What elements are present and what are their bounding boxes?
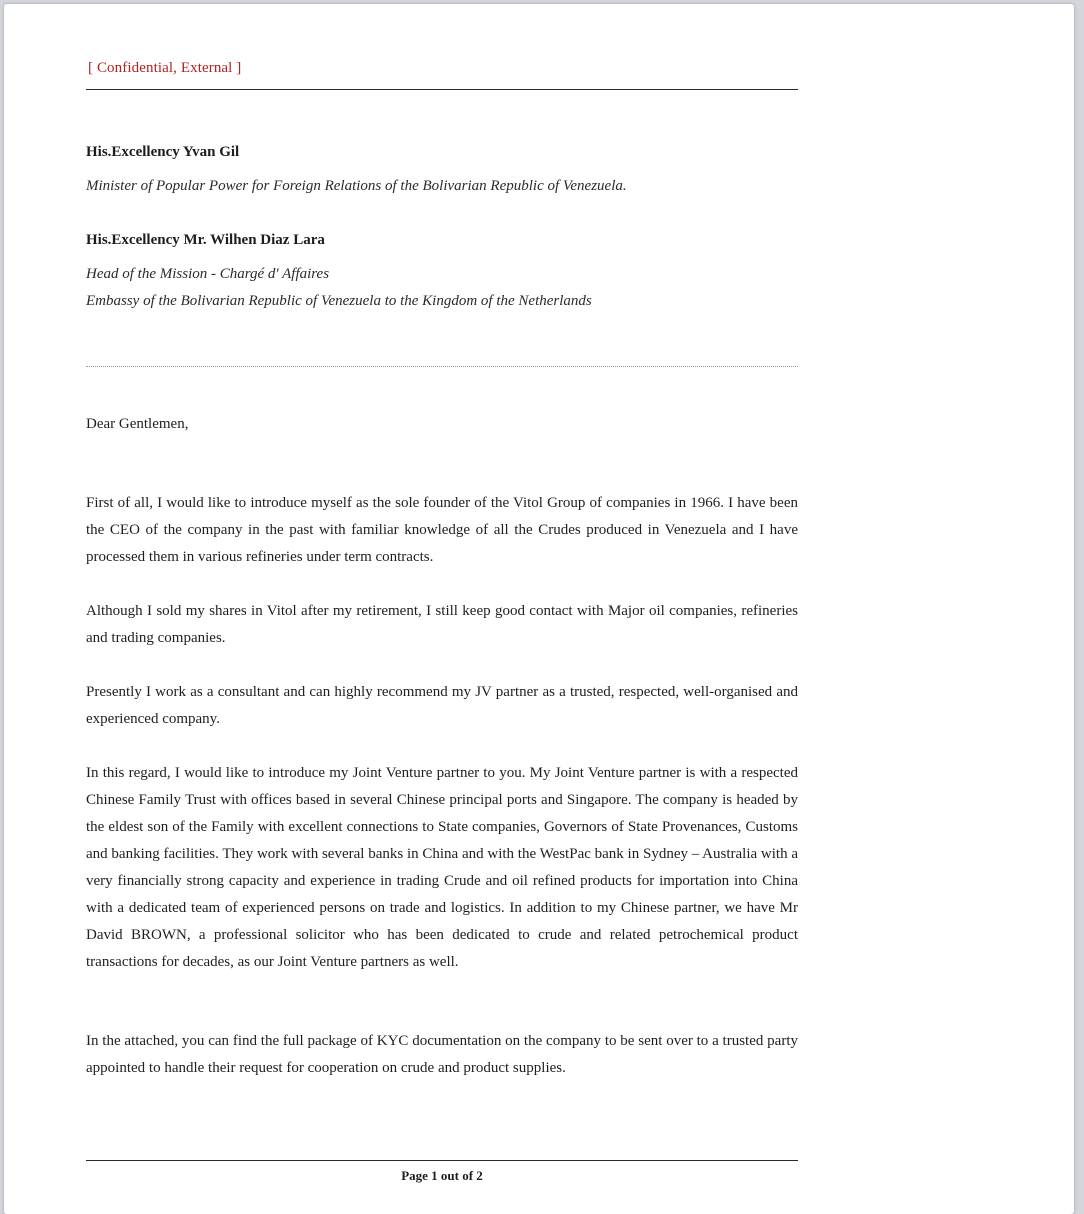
document-page [4, 4, 1074, 1214]
recipient-2-name: His.Excellency Mr. Wilhen Diaz Lara [86, 232, 325, 248]
paragraph-joint-venture: In this regard, I would like to introduce my Joint Venture partner to you. My Joint Venture partner is with a respected Chinese Family Trust with offices based in several Chinese principal ports and Singapore. The company is headed by the eldest son of the Family with excellent connections to State companies, Governors of State Provenances, Customs and banking facilities. They work with several banks in China and with the WestPac bank in Sydney – Australia with a very financially strong capacity and experience in trading Crude and oil refined products for importation into China with a dedicated team of experienced persons on trade and logistics. In addition to my Chinese partner, we have Mr David BROWN, a professional solicitor who has been dedicated to crude and related petrochemical product transactions for decades, as our Joint Venture partners as well. [86, 765, 798, 970]
footer-divider [86, 1160, 798, 1161]
recipient-1-title: Minister of Popular Power for Foreign Relations of the Bolivarian Republic of Venezuela. [86, 178, 627, 194]
paragraph-kyc: In the attached, you can find the full package of KYC documentation on the company to be sent over to a trusted party appointed to handle their request for cooperation on crude and product supplies. [86, 1033, 798, 1076]
recipient-2-title-line-1: Head of the Mission - Chargé d' Affaires [86, 266, 330, 282]
paragraph-retirement: Although I sold my shares in Vitol after my retirement, I still keep good contact with Major oil companies, refineries and trading companies. [86, 603, 798, 646]
paragraph-introduction: First of all, I would like to introduce myself as the sole founder of the Vitol Group of companies in 1966. I have been the CEO of the company in the past with familiar knowledge of all the Crudes produced in Venezuela and I have processed them in various refineries under term contracts. [86, 495, 798, 565]
paragraph-consultant: Presently I work as a consultant and can highly recommend my JV partner as a trusted, respected, well-organised and experienced company. [86, 684, 798, 727]
recipient-1-name: His.Excellency Yvan Gil [86, 144, 240, 160]
page-number: Page 1 out of 2 [401, 1168, 483, 1183]
salutation: Dear Gentlemen, [86, 416, 189, 432]
section-divider [86, 366, 798, 367]
classification-label: [ Confidential, External ] [88, 60, 242, 76]
header-divider [86, 89, 798, 90]
recipient-2-title-line-2: Embassy of the Bolivarian Republic of Venezuela to the Kingdom of the Netherlands [86, 293, 592, 309]
